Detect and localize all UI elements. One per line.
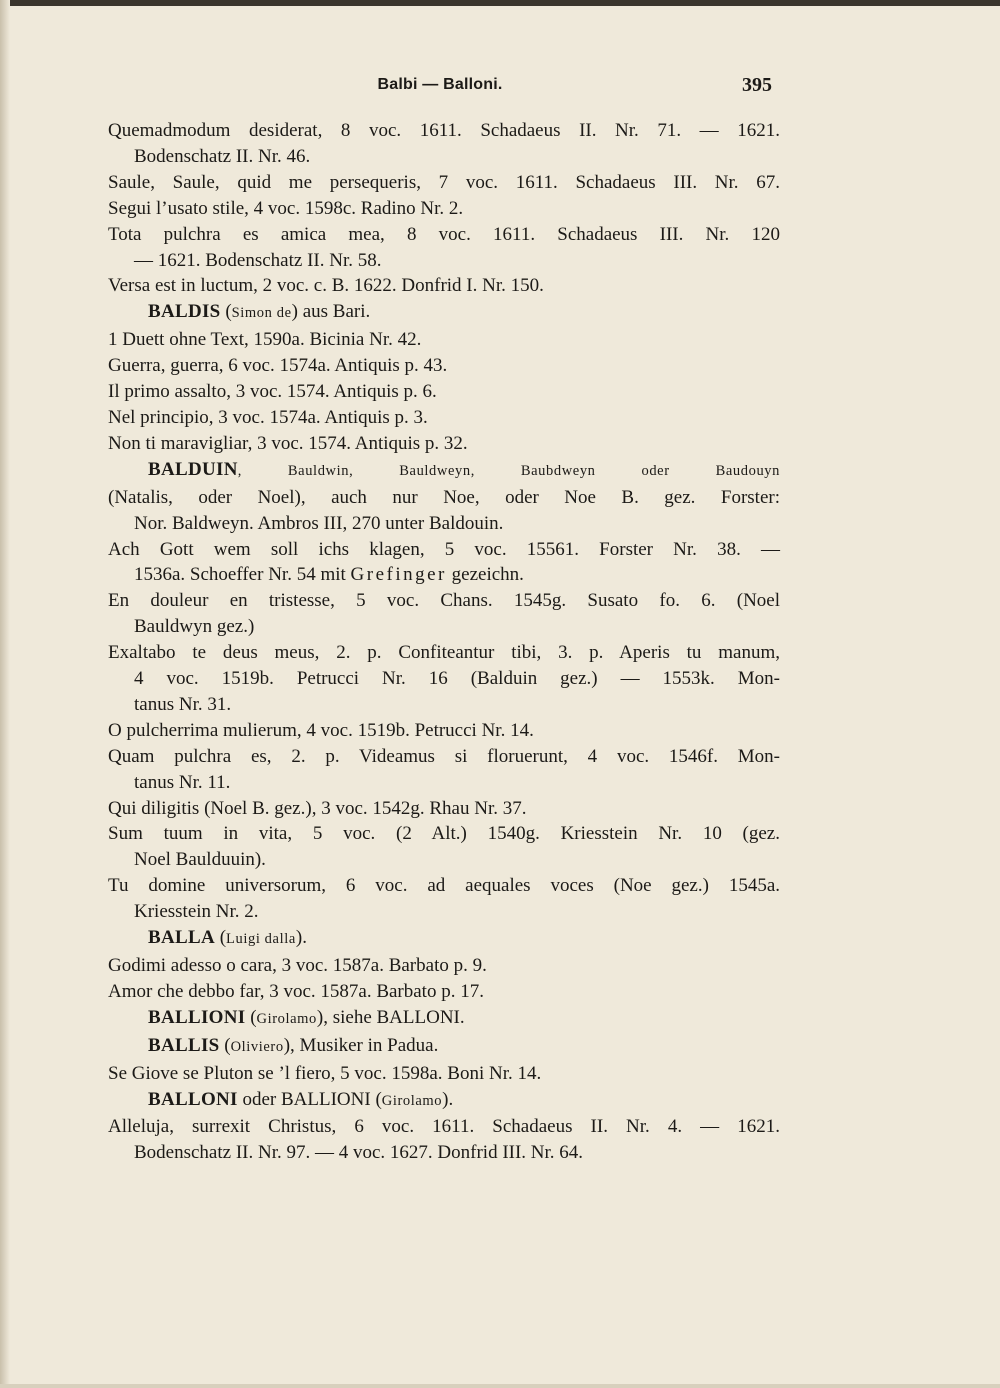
- heading-text: (: [214, 927, 227, 949]
- text-line: Exaltabo te deus meus, 2. p. Confiteantur tibi, 3. p. Aperis tu manum,: [108, 642, 780, 664]
- text-line: Bauldwyn gez.): [134, 616, 255, 638]
- text-line: Alleluja, surrexit Christus, 6 voc. 1611. Schadaeus II. Nr. 4. — 1621.: [108, 1116, 780, 1138]
- text-line: Bodenschatz II. Nr. 97. — 4 voc. 1627. Donfrid III. Nr. 64.: [134, 1142, 584, 1164]
- text-line: Versa est in luctum, 2 voc. c. B. 1622. Donfrid I. Nr. 150.: [108, 275, 544, 297]
- text-line: tanus Nr. 11.: [134, 771, 231, 793]
- composer-forename: Girolamo: [381, 1092, 443, 1109]
- composer-heading: [108, 457, 780, 485]
- composer-forename: Simon de: [231, 305, 292, 322]
- text-line: [108, 562, 780, 588]
- composer-forename: Luigi dalla: [226, 931, 296, 948]
- line-part: 1536a. Schoeffer Nr. 54 mit: [134, 564, 351, 586]
- composer-name: BALDUIN: [148, 458, 238, 480]
- composer-variants: , Bauldwin, Bauldweyn, Baubdweyn oder Baudouyn: [237, 462, 780, 479]
- text-line: O pulcherrima mulierum, 4 voc. 1519b. Petrucci Nr. 14.: [108, 719, 534, 741]
- text-line: Bodenschatz II. Nr. 46.: [134, 145, 311, 167]
- text-line: Il primo assalto, 3 voc. 1574. Antiquis p. 6.: [108, 381, 437, 403]
- text-line: Nel principio, 3 voc. 1574a. Antiquis p. 3.: [108, 406, 428, 428]
- composer-forename: Girolamo: [256, 1010, 317, 1027]
- heading-text: (: [245, 1006, 257, 1028]
- text-line: — 1621. Bodenschatz II. Nr. 58.: [134, 249, 382, 271]
- composer-heading: [108, 1005, 780, 1033]
- page-number: 395: [742, 74, 772, 96]
- text-line: 1 Duett ohne Text, 1590a. Bicinia Nr. 42.: [108, 329, 422, 351]
- composer-name: BALLONI: [148, 1088, 238, 1110]
- text-line: Nor. Baldweyn. Ambros III, 270 unter Baldouin.: [134, 512, 504, 534]
- text-line: Non ti maravigliar, 3 voc. 1574. Antiquis p. 32.: [108, 432, 468, 454]
- heading-text: ) aus Bari.: [291, 301, 371, 323]
- composer-forename: Oliviero: [230, 1038, 284, 1055]
- text-line: Quemadmodum desiderat, 8 voc. 1611. Schadaeus II. Nr. 71. — 1621.: [108, 120, 780, 141]
- heading-text: (: [220, 301, 232, 323]
- composer-name: BALLIONI: [148, 1006, 246, 1028]
- text-line: Tota pulchra es amica mea, 8 voc. 1611. Schadaeus III. Nr. 120: [108, 223, 780, 245]
- text-line: Se Giove se Pluton se ’l fiero, 5 voc. 1598a. Boni Nr. 14.: [108, 1062, 542, 1084]
- heading-text: oder BALLIONI (: [237, 1088, 382, 1110]
- text-line: tanus Nr. 31.: [134, 693, 232, 715]
- text-line: Godimi adesso o cara, 3 voc. 1587a. Barbato p. 9.: [108, 955, 487, 976]
- text-line: Guerra, guerra, 6 voc. 1574a. Antiquis p. 43.: [108, 355, 448, 377]
- composer-name: BALDIS: [148, 301, 221, 323]
- text-line: Tu domine universorum, 6 voc. ad aequales voces (Noe gez.) 1545a.: [108, 875, 780, 897]
- text-line: Quam pulchra es, 2. p. Videamus si floruerunt, 4 voc. 1546f. Mon-: [108, 745, 780, 767]
- running-title: Balbi — Balloni.: [377, 76, 503, 93]
- page-header: [108, 76, 772, 100]
- page-body: [108, 118, 780, 1166]
- page-bottom-edge: [0, 1384, 1000, 1388]
- composer-name: BALLIS: [148, 1034, 220, 1056]
- text-line: (Natalis, oder Noel), auch nur Noe, oder Noe B. gez. Forster:: [108, 486, 780, 508]
- text-line: Noel Baulduuin).: [134, 849, 266, 871]
- text-line: 4 voc. 1519b. Petrucci Nr. 16 (Balduin gez.) — 1553k. Mon-: [134, 668, 780, 690]
- heading-text: (: [219, 1034, 231, 1056]
- composer-name: BALLA: [148, 927, 215, 949]
- text-line: En douleur en tristesse, 5 voc. Chans. 1545g. Susato fo. 6. (Noel: [108, 590, 780, 612]
- composer-heading: [108, 1087, 780, 1115]
- spaced-name: Grefinger: [350, 564, 447, 586]
- line-part: gezeichn.: [446, 564, 524, 586]
- composer-heading: [108, 925, 780, 953]
- composer-heading: [108, 299, 780, 327]
- text-line: Segui l’usato stile, 4 voc. 1598c. Radino Nr. 2.: [108, 197, 464, 219]
- text-line: Ach Gott wem soll ichs klagen, 5 voc. 15561. Forster Nr. 38. —: [108, 538, 780, 560]
- text-line: Amor che debbo far, 3 voc. 1587a. Barbato p. 17.: [108, 980, 484, 1002]
- page-binding-edge: [0, 0, 10, 1388]
- heading-text: ), Musiker in Padua.: [283, 1034, 439, 1056]
- text-line: Qui diligitis (Noel B. gez.), 3 voc. 1542g. Rhau Nr. 37.: [108, 797, 527, 819]
- heading-text: ), siehe BALLONI.: [316, 1006, 465, 1028]
- text-line: Saule, Saule, quid me persequeris, 7 voc. 1611. Schadaeus III. Nr. 67.: [108, 171, 780, 193]
- heading-text: ).: [295, 927, 307, 949]
- heading-text: ).: [442, 1088, 454, 1110]
- text-line: Sum tuum in vita, 5 voc. (2 Alt.) 1540g. Kriesstein Nr. 10 (gez.: [108, 823, 780, 845]
- text-line: Kriesstein Nr. 2.: [134, 901, 259, 923]
- page-top-edge: [0, 0, 1000, 6]
- composer-heading: [108, 1033, 780, 1061]
